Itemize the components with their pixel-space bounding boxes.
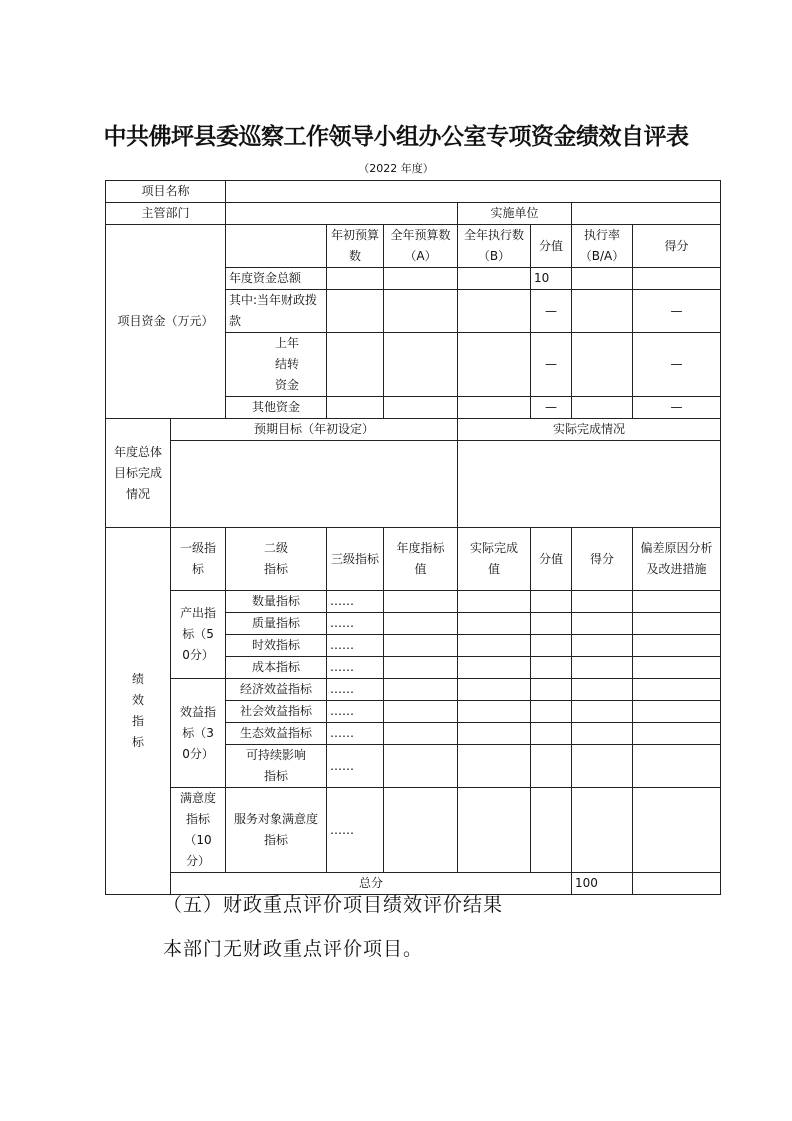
cell[interactable] <box>384 788 458 873</box>
cell[interactable] <box>572 679 633 701</box>
cell[interactable] <box>633 268 721 290</box>
dash: — <box>633 397 721 419</box>
cell[interactable] <box>458 657 531 679</box>
dash: — <box>531 333 572 397</box>
cell[interactable] <box>384 635 458 657</box>
indicator-economic: 经济效益指标 <box>226 679 327 701</box>
row-fiscal-funds: 其中:当年财政拨款 <box>226 290 327 333</box>
cell[interactable] <box>572 613 633 635</box>
cell[interactable] <box>531 657 572 679</box>
satisfaction-indicators-label: 满意度指标（10分） <box>171 788 226 873</box>
cell[interactable] <box>458 635 531 657</box>
cell[interactable] <box>633 745 721 788</box>
cell[interactable] <box>633 873 721 895</box>
ellipsis: …… <box>327 613 384 635</box>
cell[interactable] <box>458 745 531 788</box>
cell[interactable] <box>384 745 458 788</box>
h-full-exec: 全年执行数（B） <box>458 225 531 268</box>
project-name-label: 项目名称 <box>106 181 226 203</box>
cell[interactable] <box>384 268 458 290</box>
indicator-cost: 成本指标 <box>226 657 327 679</box>
row-carryover-funds: 上年结转资金 <box>226 333 327 397</box>
dept-label: 主管部门 <box>106 203 226 225</box>
cell[interactable] <box>531 591 572 613</box>
cell[interactable] <box>572 701 633 723</box>
dept-value[interactable] <box>226 203 458 225</box>
indicator-service-satisfaction: 服务对象满意度指标 <box>226 788 327 873</box>
cell[interactable] <box>384 701 458 723</box>
ellipsis: …… <box>327 635 384 657</box>
dash: — <box>633 290 721 333</box>
indicator-social: 社会效益指标 <box>226 701 327 723</box>
cell[interactable] <box>384 333 458 397</box>
ellipsis: …… <box>327 679 384 701</box>
h-score: 分值 <box>531 225 572 268</box>
cell[interactable] <box>531 635 572 657</box>
benefit-indicators-label: 效益指标（30分） <box>171 679 226 788</box>
cell[interactable] <box>327 268 384 290</box>
h-got-score: 得分 <box>633 225 721 268</box>
section-heading: （五）财政重点评价项目绩效评价结果 <box>163 894 504 916</box>
total-score-label: 总分 <box>171 873 572 895</box>
actual-completion-label: 实际完成情况 <box>458 419 721 441</box>
cell[interactable] <box>633 788 721 873</box>
cell[interactable] <box>633 613 721 635</box>
cell[interactable] <box>531 745 572 788</box>
cell[interactable] <box>458 333 531 397</box>
cell[interactable] <box>531 723 572 745</box>
cell[interactable] <box>327 333 384 397</box>
total-score-value: 100 <box>572 873 633 895</box>
h-exec-rate: 执行率（B/A） <box>572 225 633 268</box>
impl-unit-label: 实施单位 <box>458 203 572 225</box>
page-title: 中共佛坪县委巡察工作领导小组办公室专项资金绩效自评表 <box>103 123 689 150</box>
cell[interactable] <box>572 635 633 657</box>
cell[interactable] <box>384 397 458 419</box>
indicator-quality: 质量指标 <box>226 613 327 635</box>
cell[interactable] <box>572 788 633 873</box>
year-note: （2022 年度） <box>358 162 434 175</box>
expected-goal-content[interactable] <box>171 441 458 528</box>
cell[interactable] <box>572 723 633 745</box>
h-target-value: 年度指标值 <box>384 528 458 591</box>
cell[interactable] <box>458 591 531 613</box>
cell[interactable] <box>633 591 721 613</box>
h-actual-value: 实际完成值 <box>458 528 531 591</box>
cell[interactable] <box>458 290 531 333</box>
impl-unit-value[interactable] <box>572 203 721 225</box>
funds-header-blank <box>226 225 327 268</box>
ellipsis: …… <box>327 657 384 679</box>
cell[interactable] <box>572 745 633 788</box>
cell[interactable] <box>384 723 458 745</box>
h-level3: 三级指标 <box>327 528 384 591</box>
h-score2: 分值 <box>531 528 572 591</box>
cell[interactable] <box>531 701 572 723</box>
h-deviation-reason: 偏差原因分析及改进措施 <box>633 528 721 591</box>
self-evaluation-table <box>105 180 721 895</box>
cell[interactable] <box>572 657 633 679</box>
cell[interactable] <box>458 397 531 419</box>
cell[interactable] <box>384 591 458 613</box>
cell[interactable] <box>572 333 633 397</box>
indicator-timeliness: 时效指标 <box>226 635 327 657</box>
ellipsis: …… <box>327 788 384 873</box>
cell[interactable] <box>531 679 572 701</box>
cell[interactable] <box>458 723 531 745</box>
cell[interactable] <box>384 290 458 333</box>
cell[interactable] <box>327 290 384 333</box>
cell[interactable] <box>384 657 458 679</box>
cell[interactable] <box>633 657 721 679</box>
perf-indicators-label: 绩效指标 <box>106 528 171 895</box>
cell[interactable] <box>633 635 721 657</box>
cell[interactable] <box>384 679 458 701</box>
cell[interactable] <box>327 397 384 419</box>
row-other-funds: 其他资金 <box>226 397 327 419</box>
ellipsis: …… <box>327 723 384 745</box>
dash: — <box>531 290 572 333</box>
cell[interactable] <box>633 723 721 745</box>
cell[interactable] <box>572 397 633 419</box>
row-total-funds: 年度资金总额 <box>226 268 327 290</box>
cell[interactable] <box>458 268 531 290</box>
ellipsis: …… <box>327 701 384 723</box>
expected-goal-label: 预期目标（年初设定） <box>171 419 458 441</box>
output-indicators-label: 产出指标（50分） <box>171 591 226 679</box>
cell[interactable] <box>633 701 721 723</box>
h-level1: 一级指标 <box>171 528 226 591</box>
cell[interactable] <box>572 591 633 613</box>
dash: — <box>531 397 572 419</box>
cell[interactable] <box>458 679 531 701</box>
goal-label: 年度总体目标完成情况 <box>106 419 171 528</box>
project-name-value[interactable] <box>226 181 721 203</box>
h-full-budget: 全年预算数（A） <box>384 225 458 268</box>
cell[interactable] <box>384 613 458 635</box>
dash: — <box>633 333 721 397</box>
cell[interactable] <box>531 788 572 873</box>
cell[interactable] <box>458 788 531 873</box>
total-funds-score: 10 <box>531 268 572 290</box>
indicator-ecological: 生态效益指标 <box>226 723 327 745</box>
cell[interactable] <box>572 290 633 333</box>
cell[interactable] <box>572 268 633 290</box>
indicator-quantity: 数量指标 <box>226 591 327 613</box>
cell[interactable] <box>458 701 531 723</box>
h-got-score2: 得分 <box>572 528 633 591</box>
ellipsis: …… <box>327 745 384 788</box>
cell[interactable] <box>633 679 721 701</box>
cell[interactable] <box>531 613 572 635</box>
section-text: 本部门无财政重点评价项目。 <box>163 938 424 960</box>
indicator-sustainable: 可持续影响指标 <box>226 745 327 788</box>
actual-completion-content[interactable] <box>458 441 721 528</box>
ellipsis: …… <box>327 591 384 613</box>
funds-label: 项目资金（万元） <box>106 225 226 419</box>
cell[interactable] <box>458 613 531 635</box>
h-level2: 二级指标 <box>226 528 327 591</box>
h-initial-budget: 年初预算数 <box>327 225 384 268</box>
